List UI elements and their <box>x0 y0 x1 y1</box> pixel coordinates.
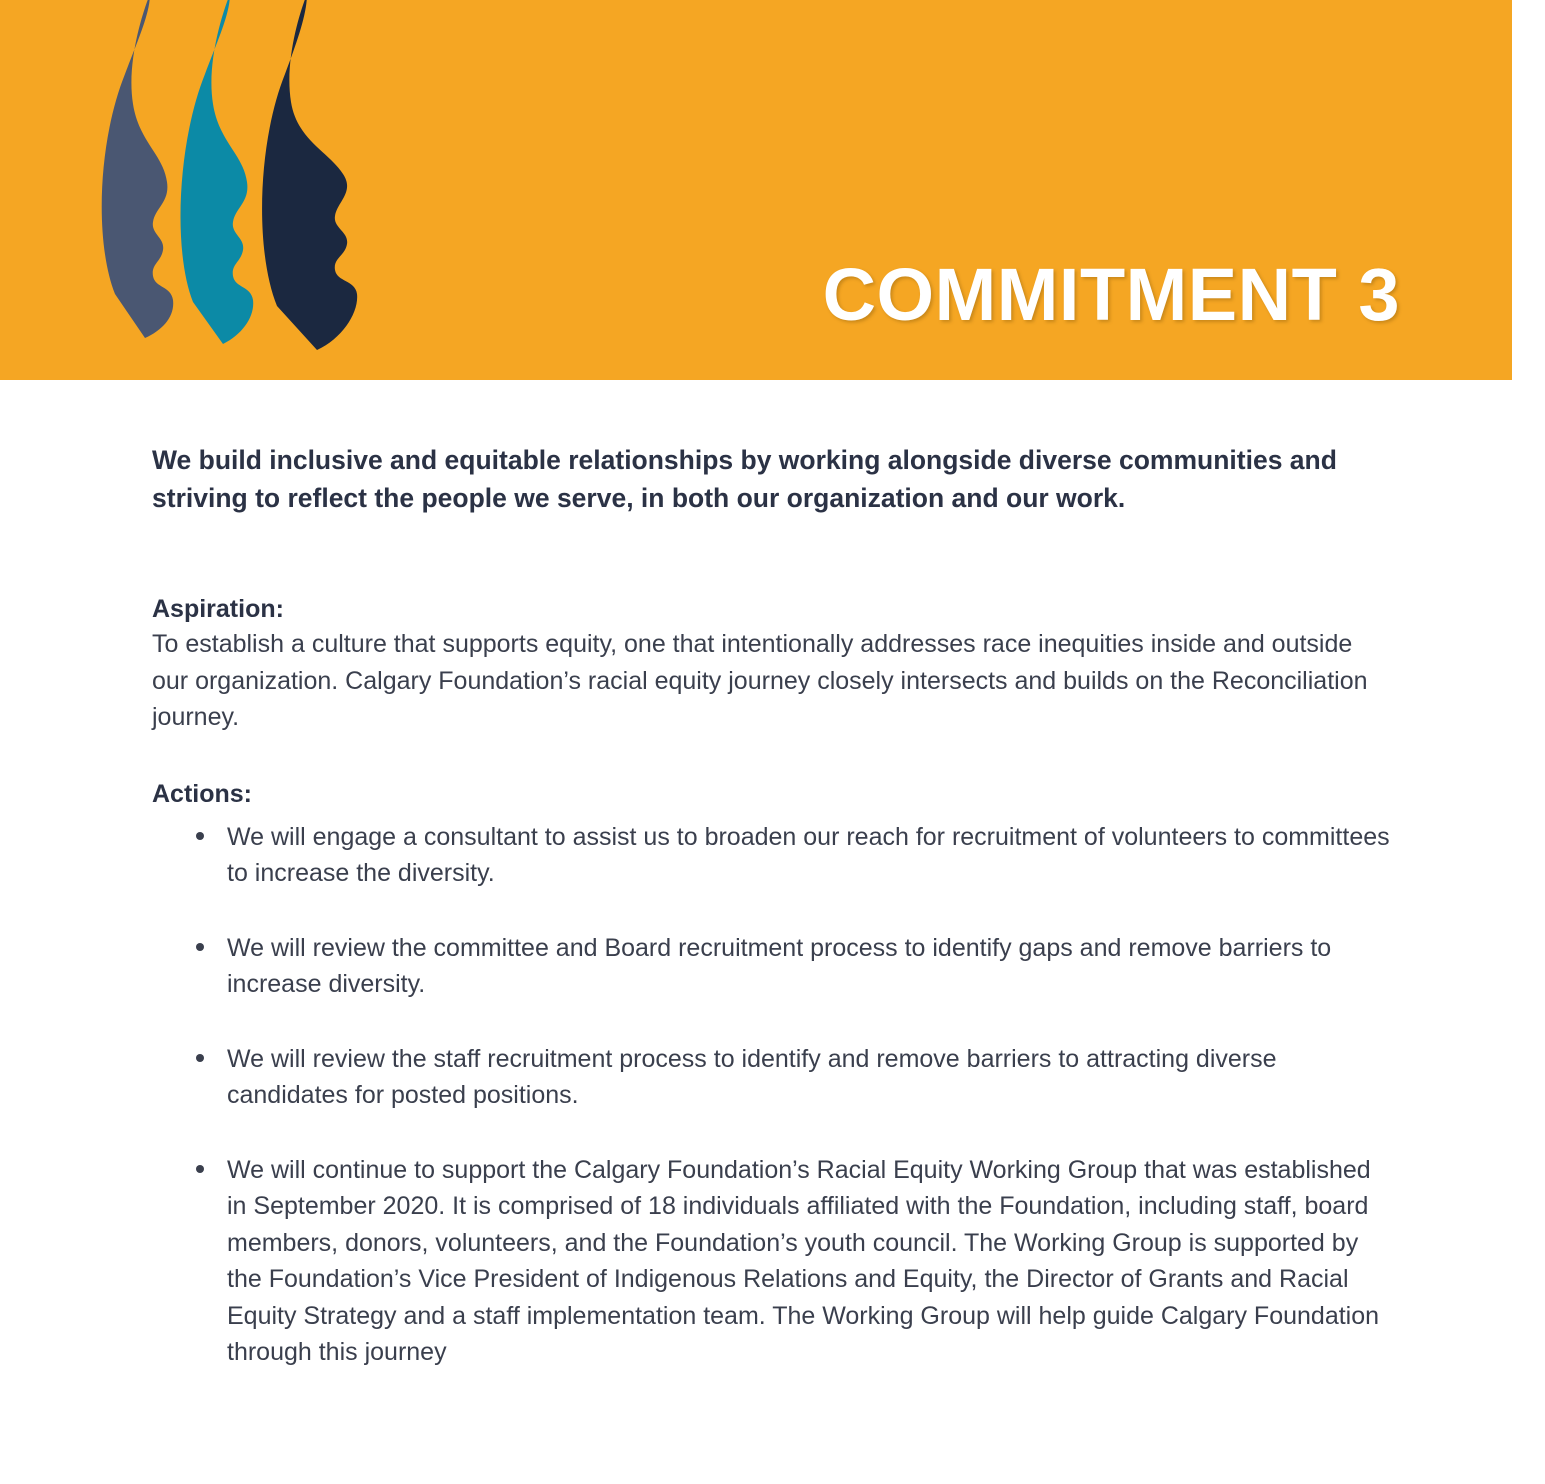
list-item: We will review the committee and Board recruitment process to identify gaps and remove barriers to increase diversity. <box>182 930 1395 1003</box>
page-banner <box>0 0 1512 380</box>
list-item: We will review the staff recruitment process to identify and remove barriers to attracting diverse candidates for posted positions. <box>182 1041 1395 1114</box>
list-item: We will engage a consultant to assist us to broaden our reach for recruitment of volunteers to committees to increase the diversity. <box>182 819 1395 892</box>
list-item: We will continue to support the Calgary Foundation’s Racial Equity Working Group that was established in September 2020. It is comprised of 18 individuals affiliated with the Foundation, including staff, board members, donors, volunteers, and the Foundation’s youth council. The Working Group is supported by the Foundation’s Vice President of Indigenous Relations and Equity, the Director of Grants and Racial Equity Strategy and a staff implementation team. The Working Group will help guide Calgary Foundation through this journey <box>182 1152 1395 1371</box>
actions-heading: Actions: <box>152 779 252 808</box>
actions-list <box>152 819 1395 1371</box>
commitment-statement: We build inclusive and equitable relationships by working alongside diverse communities and striving to reflect the people we serve, in both our organization and our work. <box>152 445 1337 513</box>
banner-title: COMMITMENT 3 <box>822 253 1400 336</box>
document-content <box>0 380 1545 1411</box>
aspiration-text: To establish a culture that supports equity, one that intentionally addresses race inequities inside and outside our organization. Calgary Foundation’s racial equity journey closely intersects and builds on the Reconciliation journey. <box>152 630 1368 732</box>
aspiration-heading: Aspiration: <box>152 595 284 624</box>
three-profile-faces-illustration <box>55 0 475 380</box>
